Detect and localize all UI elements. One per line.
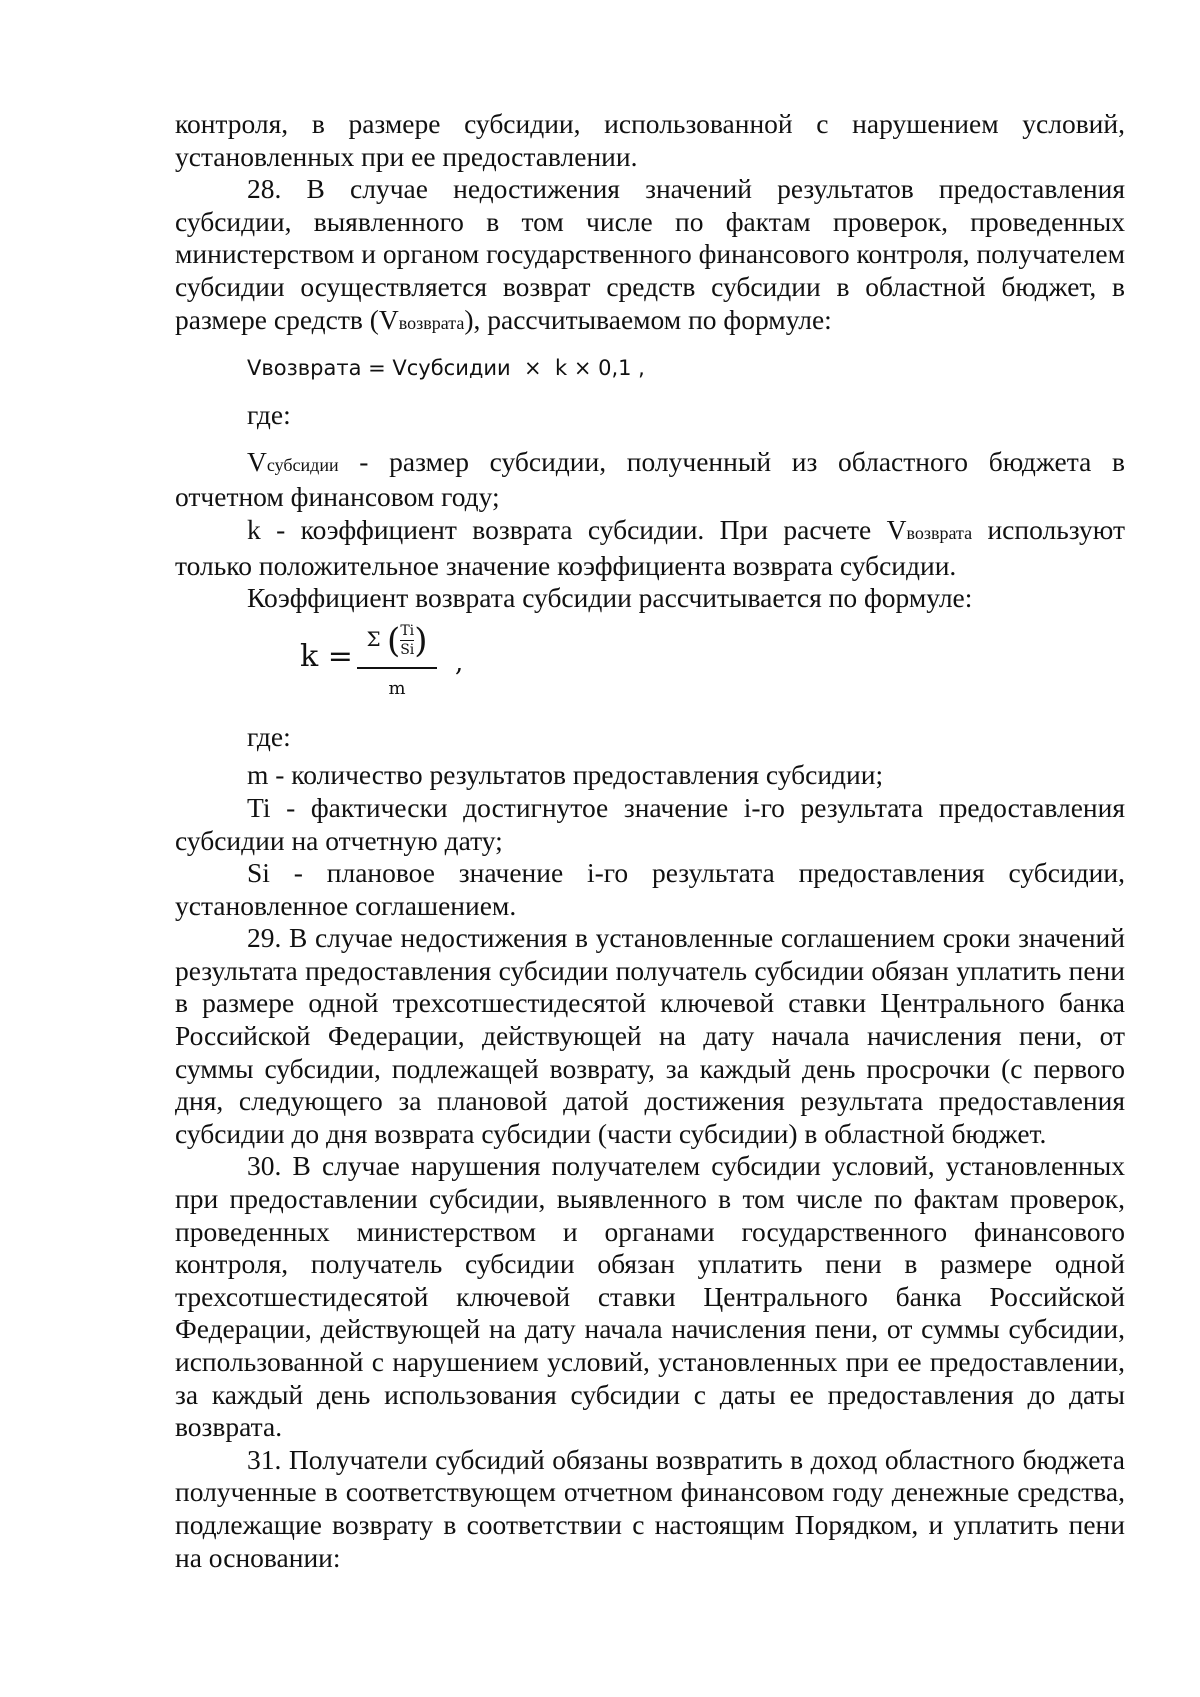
- paragraph-continuation: контроля, в размере субсидии, использованной с нарушением условий, установленных при ее предоставлении.: [175, 108, 1125, 172]
- definition-v-subsidy: Vсубсидии - размер субсидии, полученный из областного бюджета в отчетном финансовом году;: [175, 445, 1125, 513]
- where-label-1: где:: [247, 399, 291, 431]
- formula-v-return: Vвозврата = Vсубсидии × k × 0,1 ,: [247, 356, 645, 381]
- formula-k-comma: ,: [455, 647, 464, 678]
- paragraph-30: 30. В случае нарушения получателем субсидии условий, установленных при предоставлении субсидии, выявленного в том числе по фактам проверок, проведенных министерством и органами государственного финансового контроля, получатель субсидии обязан уплатить пени в размере одной трехсотшестидесятой ключевой ставки Центрального банка Российской Федерации, действующей на дату начала начисления пени, от суммы субсидии, использованной с нарушением условий, установленных при ее предоставлении, за каждый день использования субсидии с даты ее предоставления до даты возврата.: [175, 1150, 1125, 1443]
- formula-k-numerator: Σ ( $\frac{Ti}{Si}$ ): [366, 620, 428, 661]
- where-label-2: где:: [247, 720, 291, 752]
- formula-k-denominator: m: [388, 677, 406, 699]
- paragraph-28: 28. В случае недостижения значений результатов предоставления субсидии, выявленного в том числе по фактам проверок, проведенных министерством и органом государственного финансового контроля, получателем субсидии осуществляется возврат средств субсидии в областной бюджет, в размере средств (Vвозврата), рассчитываемом по формуле:: [175, 173, 1125, 335]
- definition-k: k - коэффициент возврата субсидии. При расчете Vвозврата используют только положительное значение коэффициента возврата субсидии.: [175, 513, 1125, 581]
- coefficient-intro: Коэффициент возврата субсидии рассчитывается по формуле:: [247, 582, 973, 614]
- paragraph-31: 31. Получатели субсидий обязаны возвратить в доход областного бюджета полученные в соответствующем отчетном финансовом году денежные средства, подлежащие возврату в соответствии с настоящим Порядком, и уплатить пени на основании:: [175, 1443, 1125, 1573]
- formula-k: [175, 620, 1125, 711]
- paragraph-29: 29. В случае недостижения в установленные соглашением сроки значений результата предоставления субсидии получатель субсидии обязан уплатить пени в размере одной трехсотшестидесятой ключевой ставки Центрального банка Российской Федерации, действующей на дату начала начисления пени, от суммы субсидии, подлежащей возврату, за каждый день просрочки (с первого дня, следующего за плановой датой достижения результата предоставления субсидии до дня возврата субсидии (части субсидии) в областной бюджет.: [175, 922, 1125, 1149]
- definition-m: m - количество результатов предоставления субсидии;: [247, 759, 884, 791]
- formula-k-fraction-bar: [357, 667, 437, 669]
- formula-k-lhs: k =: [300, 638, 353, 674]
- definition-si: Si - плановое значение i-го результата предоставления субсидии, установленное соглашением.: [175, 857, 1125, 921]
- definition-ti: Ti - фактически достигнутое значение i-го результата предоставления субсидии на отчетную дату;: [175, 791, 1125, 856]
- document-page: [175, 108, 1125, 1574]
